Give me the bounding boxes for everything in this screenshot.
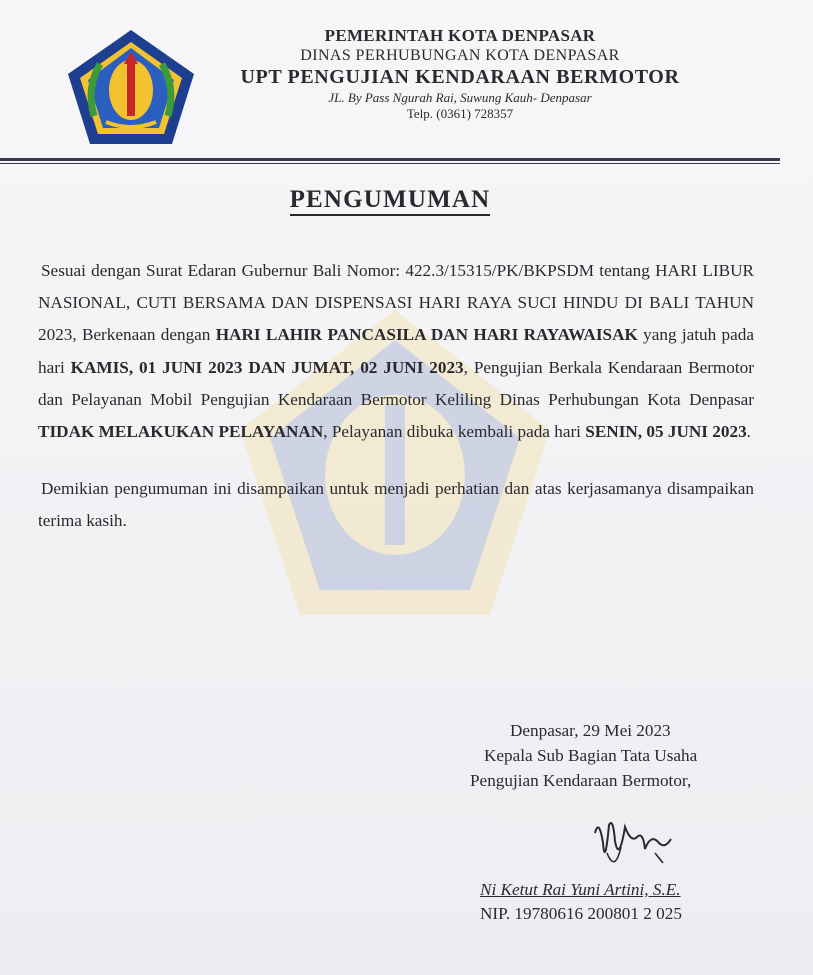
main-paragraph: Sesuai dengan Surat Edaran Gubernur Bali Nomor: 422.3/15315/PK/BKPSDM tentang HARI LIBUR NASIONAL, CUTI BERSAMA DAN DISPENSASI HARI RAYA SUCI HINDU DI BALI TAHUN 2023, Berkenaan dengan HARI LAHIR PANCASILA DAN HARI RAYAWAISAK yang jatuh pada hari KAMIS, 01 JUNI 2023 DAN JUMAT, 02 JUNI 2023, Pengujian Berkala Kendaraan Bermotor dan Pelayanan Mobil Pengujian Kendaraan Bermotor Keliling Dinas Perhubungan Kota Denpasar TIDAK MELAKUKAN PELAYANAN, Pelayanan dibuka kembali pada hari SENIN, 05 JUNI 2023. bbox=[38, 261, 754, 442]
no-service-notice: TIDAK MELAKUKAN PELAYANAN bbox=[38, 422, 324, 442]
unit-name: UPT PENGUJIAN KENDARAAN BERMOTOR bbox=[240, 66, 680, 88]
signer-identity bbox=[480, 878, 682, 926]
header-divider-thin bbox=[0, 163, 780, 164]
reopen-date: SENIN, 05 JUNI 2023 bbox=[585, 422, 747, 442]
office-phone: Telp. (0361) 728357 bbox=[406, 106, 514, 121]
signer-unit: Pengujian Kendaraan Bermotor, bbox=[470, 771, 692, 790]
holiday-name: HARI LAHIR PANCASILA DAN HARI RAYAWAISAK bbox=[215, 325, 638, 345]
agency-name: DINAS PERHUBUNGAN KOTA DENPASAR bbox=[300, 47, 620, 64]
place-date: Denpasar, 29 Mei 2023 bbox=[510, 721, 671, 740]
signature-block bbox=[470, 718, 770, 793]
closing-paragraph: Demikian pengumuman ini disampaikan untuk menjadi perhatian dan atas kerjasamanya disampaikan terima kasih. bbox=[38, 479, 754, 531]
handwritten-signature bbox=[585, 813, 695, 883]
header-divider-thick bbox=[0, 158, 780, 161]
letterhead bbox=[200, 26, 720, 122]
government-name: PEMERINTAH KOTA DENPASAR bbox=[324, 26, 596, 45]
signer-name: Ni Ketut Rai Yuni Artini, S.E. bbox=[480, 880, 681, 899]
signer-role: Kepala Sub Bagian Tata Usaha bbox=[484, 746, 698, 765]
announcement-body bbox=[38, 255, 754, 538]
document-title: PENGUMUMAN bbox=[0, 186, 780, 214]
signer-nip: NIP. 19780616 200801 2 025 bbox=[480, 904, 682, 923]
closure-dates: KAMIS, 01 JUNI 2023 DAN JUMAT, 02 JUNI 2023 bbox=[70, 357, 464, 377]
denpasar-crest-icon bbox=[66, 28, 196, 148]
office-address: JL. By Pass Ngurah Rai, Suwung Kauh- Denpasar bbox=[328, 90, 592, 105]
